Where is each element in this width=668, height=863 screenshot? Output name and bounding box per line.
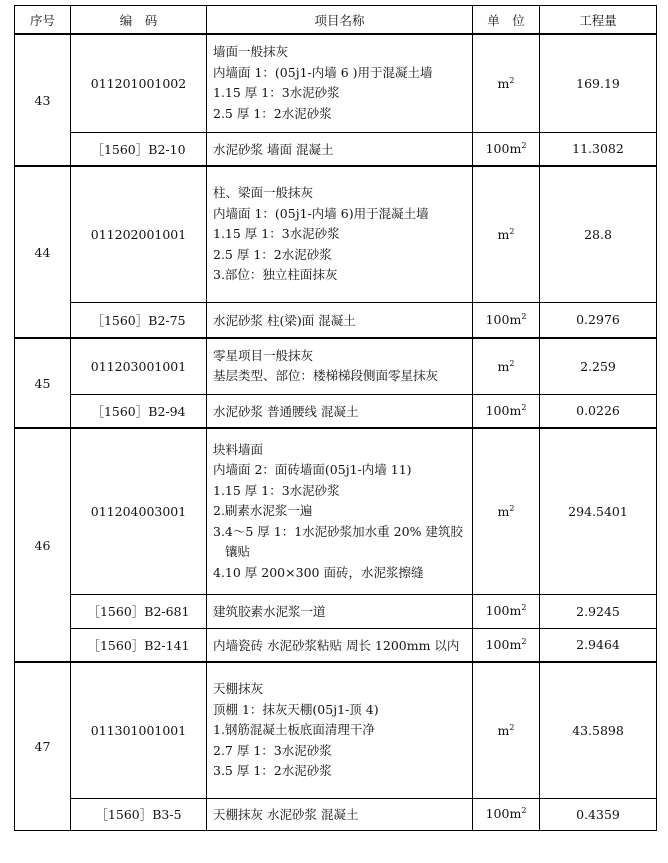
- item-description: 墙面一般抹灰 内墙面 1：(05j1-内墙 6 )用于混凝土墙 1.15 厚 1：3水泥砂浆 2.5 厚 1：2水泥砂浆: [207, 34, 473, 132]
- sub-unit: $100m^2$: [473, 302, 540, 338]
- sub-name: 水泥砂浆 墙面 混凝土: [207, 132, 473, 166]
- item-quantity: 28.8: [540, 166, 657, 302]
- table-row: [15, 428, 657, 594]
- item-code: 011201001002: [71, 34, 207, 132]
- table-row: [15, 594, 657, 628]
- sub-name: 水泥砂浆 柱(梁)面 混凝土: [207, 302, 473, 338]
- item-code: 011301001001: [71, 662, 207, 798]
- sub-name: 建筑胶素水泥浆一道: [207, 594, 473, 628]
- sub-quantity: 0.2976: [540, 302, 657, 338]
- header-unit: 单 位: [473, 6, 540, 35]
- table-row: [15, 628, 657, 662]
- header-code: 编 码: [71, 6, 207, 35]
- table-row: [15, 798, 657, 830]
- item-description: 零星项目一般抹灰 基层类型、部位：楼梯梯段侧面零星抹灰: [207, 338, 473, 394]
- item-quantity: 169.19: [540, 34, 657, 132]
- item-number: 47: [15, 662, 71, 830]
- sub-code: ［1560］B2-94: [71, 394, 207, 428]
- item-quantity: 294.5401: [540, 428, 657, 594]
- sub-code: ［1560］B2-75: [71, 302, 207, 338]
- sub-code: ［1560］B2-681: [71, 594, 207, 628]
- item-number: 45: [15, 338, 71, 428]
- item-unit: $m^2$: [473, 166, 540, 302]
- sub-code: ［1560］B2-10: [71, 132, 207, 166]
- sub-quantity: 2.9464: [540, 628, 657, 662]
- item-quantity: 43.5898: [540, 662, 657, 798]
- sub-name: 内墙瓷砖 水泥砂浆粘贴 周长 1200mm 以内: [207, 628, 473, 662]
- item-code: 011202001001: [71, 166, 207, 302]
- header-row: [15, 6, 657, 35]
- sub-quantity: 0.0226: [540, 394, 657, 428]
- sub-name: 水泥砂浆 普通腰线 混凝土: [207, 394, 473, 428]
- item-number: 43: [15, 34, 71, 166]
- table-row: [15, 394, 657, 428]
- item-number: 46: [15, 428, 71, 662]
- header-no: 序号: [15, 6, 71, 35]
- table-row: [15, 132, 657, 166]
- table-row: [15, 338, 657, 394]
- sub-unit: $100m^2$: [473, 594, 540, 628]
- sub-unit: $100m^2$: [473, 628, 540, 662]
- sub-quantity: 0.4359: [540, 798, 657, 830]
- item-unit: $m^2$: [473, 428, 540, 594]
- header-qty: 工程量: [540, 6, 657, 35]
- sub-quantity: 11.3082: [540, 132, 657, 166]
- item-unit: $m^2$: [473, 34, 540, 132]
- sub-code: ［1560］B3-5: [71, 798, 207, 830]
- sub-name: 天棚抹灰 水泥砂浆 混凝土: [207, 798, 473, 830]
- quantity-table: [14, 5, 657, 831]
- header-name: 项目名称: [207, 6, 473, 35]
- item-number: 44: [15, 166, 71, 338]
- item-unit: $m^2$: [473, 662, 540, 798]
- item-unit: $m^2$: [473, 338, 540, 394]
- sub-unit: $100m^2$: [473, 798, 540, 830]
- table-row: [15, 302, 657, 338]
- item-description: 天棚抹灰 顶棚 1：抹灰天棚(05j1-顶 4) 1.钢筋混凝土板底面清理干净 2.7 厚 1：3水泥砂浆 3.5 厚 1：2水泥砂浆: [207, 662, 473, 798]
- item-description: 柱、梁面一般抹灰 内墙面 1：(05j1-内墙 6)用于混凝土墙 1.15 厚 1：3水泥砂浆 2.5 厚 1：2水泥砂浆 3.部位：独立柱面抹灰: [207, 166, 473, 302]
- sub-quantity: 2.9245: [540, 594, 657, 628]
- sub-unit: $100m^2$: [473, 132, 540, 166]
- item-description: 块料墙面 内墙面 2：面砖墙面(05j1-内墙 11) 1.15 厚 1：3水泥砂浆 2.刷素水泥浆一遍 3.4～5 厚 1：1水泥砂浆加水重 20% 建筑胶 镶贴 4.10 厚 200×300 面砖，水泥浆擦缝: [207, 428, 473, 594]
- item-code: 011203001001: [71, 338, 207, 394]
- table-row: [15, 662, 657, 798]
- table-row: [15, 34, 657, 132]
- sub-code: ［1560］B2-141: [71, 628, 207, 662]
- item-quantity: 2.259: [540, 338, 657, 394]
- item-code: 011204003001: [71, 428, 207, 594]
- table-row: [15, 166, 657, 302]
- sub-unit: $100m^2$: [473, 394, 540, 428]
